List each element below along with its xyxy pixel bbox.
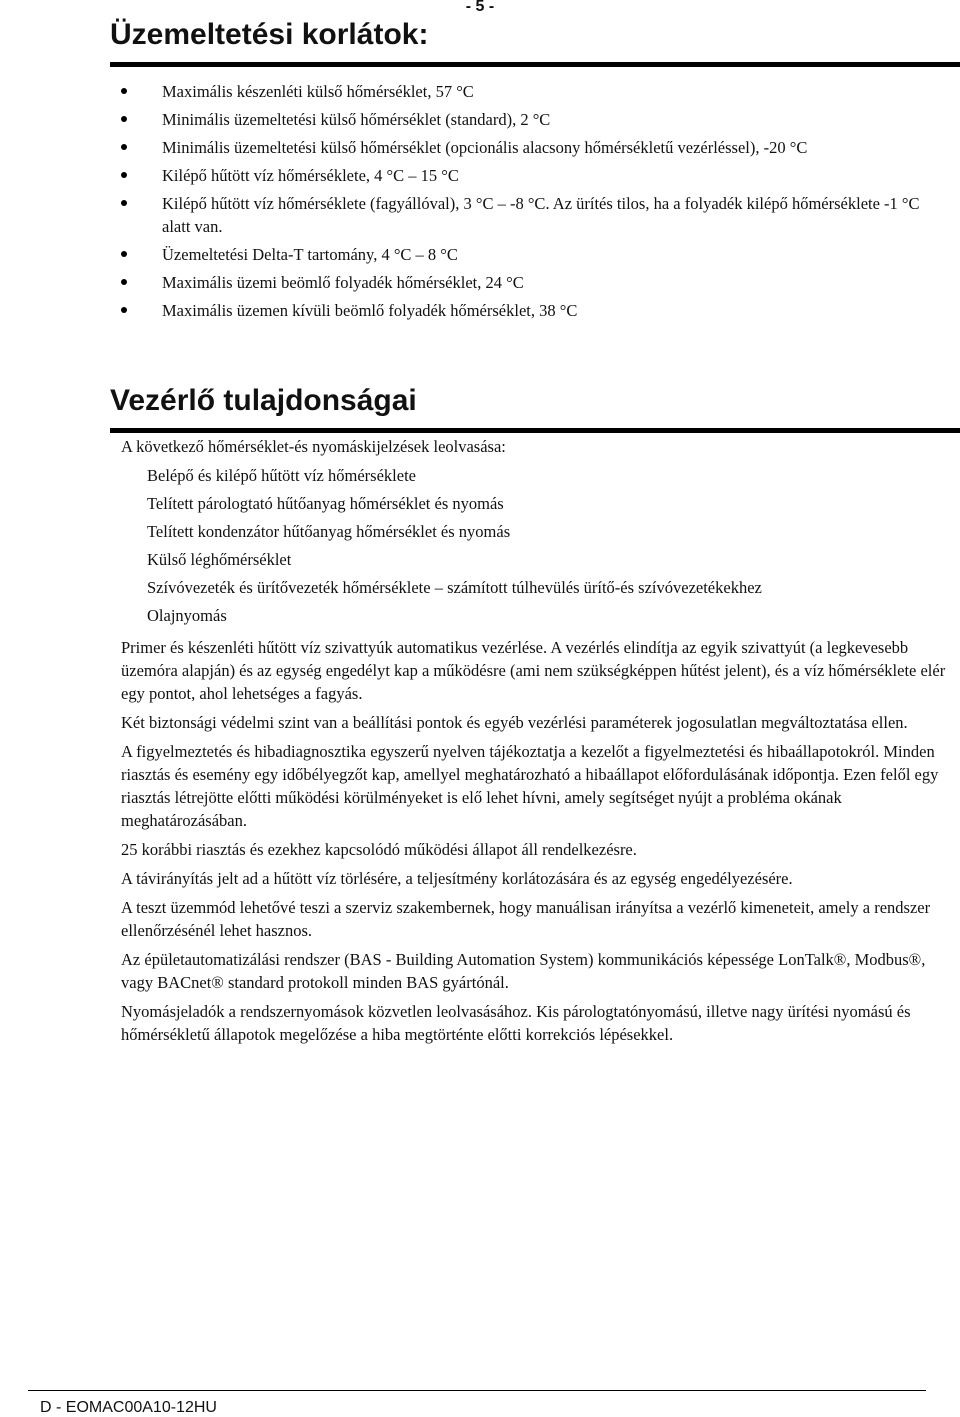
bullet-icon bbox=[121, 251, 127, 257]
operating-limits-list bbox=[110, 80, 950, 327]
limit-text: Maximális üzemen kívüli beömlő folyadék hőmérséklet, 38 °C bbox=[162, 301, 578, 320]
limit-item bbox=[110, 108, 950, 131]
bullet-icon bbox=[121, 200, 127, 206]
limit-text: Minimális üzemeltetési külső hőmérséklet (opcionális alacsony hőmérsékletű vezérléssel), -20 °C bbox=[162, 138, 808, 157]
footer-rule bbox=[28, 1390, 926, 1391]
page-number: - 5 - bbox=[465, 0, 495, 15]
limit-text: Kilépő hűtött víz hőmérséklete, 4 °C – 15 °C bbox=[162, 166, 459, 185]
feature-paragraph: Az épületautomatizálási rendszer (BAS - Building Automation System) kommunikációs képessége LonTalk®, Modbus®, vagy BACnet® standard protokoll minden BAS gyártónál. bbox=[121, 950, 926, 992]
bullet-icon bbox=[121, 307, 127, 313]
bullet-icon bbox=[121, 279, 127, 285]
reading-item: Szívóvezeték és ürítővezeték hőmérséklete – számított túlhevülés ürítő-és szívóvezetékekhez bbox=[147, 578, 762, 597]
controller-features-body bbox=[121, 435, 951, 1052]
reading-item: Külső léghőmérséklet bbox=[147, 550, 292, 569]
limit-item bbox=[110, 164, 950, 187]
reading-item: Telített kondenzátor hűtőanyag hőmérséklet és nyomás bbox=[147, 522, 511, 541]
feature-paragraphs bbox=[121, 636, 951, 1046]
limit-text: Maximális üzemi beömlő folyadék hőmérséklet, 24 °C bbox=[162, 273, 524, 292]
limit-text: Kilépő hűtött víz hőmérséklete (fagyállóval), 3 °C – -8 °C. Az ürítés tilos, ha a folyadék kilépő hőmérséklete -1 °C alatt van. bbox=[162, 194, 920, 236]
limit-item bbox=[110, 192, 950, 238]
reading-item: Telített párologtató hűtőanyag hőmérséklet és nyomás bbox=[147, 494, 504, 513]
limit-text: Minimális üzemeltetési külső hőmérséklet (standard), 2 °C bbox=[162, 110, 551, 129]
feature-paragraph: A teszt üzemmód lehetővé teszi a szerviz szakembernek, hogy manuálisan irányítsa a vezérlő kimeneteit, amely a rendszer ellenőrzésénél lehet hasznos. bbox=[121, 898, 931, 940]
readings-list bbox=[147, 462, 951, 630]
feature-paragraph: A figyelmeztetés és hibadiagnosztika egyszerű nyelven tájékoztatja a kezelőt a figyelmeztetési és hibaállapotokról. Minden riasztás és esemény egy időbélyegzőt kap, amellyel meghatározható a hibaállapot előfordulásának időpontja. Ezen felől egy riasztás létrejötte előtti működési körülményeket is elő lehet hívni, amely segítséget nyújt a probléma okának meghatározásában. bbox=[121, 742, 939, 830]
bullet-icon bbox=[121, 172, 127, 178]
feature-paragraph: A távirányítás jelt ad a hűtött víz törlésére, a teljesítmény korlátozására és az egység engedélyezésére. bbox=[121, 869, 793, 888]
heading-rule bbox=[110, 428, 960, 433]
document-code: D - EOMAC00A10-12HU bbox=[40, 1399, 217, 1416]
limit-item bbox=[110, 299, 950, 322]
limit-item bbox=[110, 80, 950, 103]
limit-item bbox=[110, 243, 950, 266]
limit-item bbox=[110, 136, 950, 159]
reading-item: Olajnyomás bbox=[147, 606, 227, 625]
feature-paragraph: Nyomásjeladók a rendszernyomások közvetlen leolvasásához. Kis párologtatónyomású, illetve nagy ürítési nyomású és hőmérsékletű állapotok megelőzése a hiba megtörténte előtti korrekciós lépésekkel. bbox=[121, 1002, 911, 1044]
feature-paragraph: Két biztonsági védelmi szint van a beállítási pontok és egyéb vezérlési paraméterek jogosulatlan megváltoztatása ellen. bbox=[121, 713, 908, 732]
reading-item: Belépő és kilépő hűtött víz hőmérséklete bbox=[147, 466, 416, 485]
feature-paragraph: Primer és készenléti hűtött víz szivattyúk automatikus vezérlése. A vezérlés elindítja az egyik szivattyút (a legkevesebb üzemóra alapján) és az egység engedélyt kap a működésre (ami nem szükségképpen hűtést jelent), és a víz hőmérséklete elér egy pontot, ahol lehetséges a fagyás. bbox=[121, 638, 946, 703]
bullet-icon bbox=[121, 144, 127, 150]
heading-rule bbox=[110, 62, 960, 67]
bullet-icon bbox=[121, 116, 127, 122]
bullet-icon bbox=[121, 88, 127, 94]
feature-paragraph: 25 korábbi riasztás és ezekhez kapcsolódó működési állapot áll rendelkezésre. bbox=[121, 840, 637, 859]
section-title-operating-limits: Üzemeltetési korlátok: bbox=[110, 18, 429, 51]
section-title-controller-features: Vezérlő tulajdonságai bbox=[110, 384, 417, 417]
limit-item bbox=[110, 271, 950, 294]
readings-intro: A következő hőmérséklet-és nyomáskijelzések leolvasása: bbox=[121, 437, 506, 456]
limit-text: Maximális készenléti külső hőmérséklet, 57 °C bbox=[162, 82, 474, 101]
limit-text: Üzemeltetési Delta-T tartomány, 4 °C – 8 °C bbox=[162, 245, 458, 264]
